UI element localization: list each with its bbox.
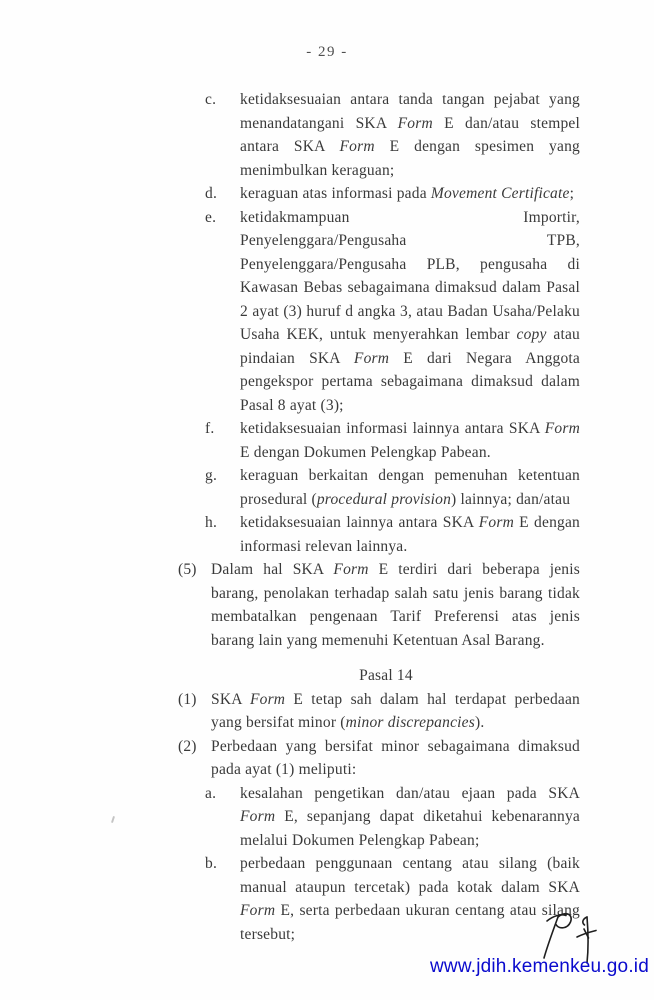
text-segment: atau pindaian SKA [240,326,580,367]
scan-speck [111,816,115,823]
list-item-d [205,182,580,206]
list-item-f [205,417,580,464]
text-segment: E, serta perbedaan ukuran centang atau silang tersebut; [240,902,580,943]
signature-initials-icon [528,884,654,966]
list-item-text [240,182,580,206]
list-marker: c. [205,91,217,108]
document-body [178,88,580,946]
list-item-text [211,558,580,652]
italic-segment: Form [240,808,276,825]
section-heading: Pasal 14 [359,667,413,684]
italic-segment: copy [516,326,547,343]
italic-segment: Form [240,902,276,919]
list-marker: (5) [178,561,197,578]
text-segment: ketidaksesuaian antara tanda tangan pejabat yang menandatangani SKA [240,91,580,132]
list-item-text [240,88,580,182]
text-segment: ketidaksesuaian informasi lainnya antara SKA [240,420,545,437]
italic-segment: Movement Certificate [430,185,570,202]
list-item-h [205,511,580,558]
italic-segment: Form [478,514,514,531]
italic-segment: Form [353,349,390,367]
list-item-text [211,735,580,782]
text-segment: E tetap sah dalam hal terdapat perbedaan yang bersifat minor ( [211,690,581,731]
text-segment: Perbedaan yang bersifat minor sebagaimana dimaksud pada ayat (1) meliputi: [211,737,580,778]
list-marker: f. [205,420,215,437]
list-item-e [205,206,580,418]
italic-segment: Form [249,690,286,708]
list-item-2 [178,735,580,782]
list-marker: a. [205,784,217,802]
list-item-5 [178,558,580,652]
text-segment: E, sepanjang dapat diketahui kebenarannya melalui Dokumen Pelengkap Pabean; [240,808,580,849]
list-item-a [205,782,580,853]
text-segment: SKA [211,690,250,708]
list-item-g [205,464,580,511]
text-segment: Dalam hal SKA [211,561,334,578]
list-item-1 [178,688,580,735]
list-marker: b. [205,855,218,872]
text-segment: ) lainnya; dan/atau [451,490,571,508]
italic-segment: Form [333,561,369,578]
text-segment: keraguan atas informasi pada [240,185,431,202]
text-segment: kesalahan pengetikan dan/atau ejaan pada SKA [240,784,580,802]
list-item-text [240,464,580,511]
list-item-b [205,852,580,946]
italic-segment: Form [339,138,375,155]
list-marker: g. [205,467,218,484]
list-item-c [205,88,580,182]
text-segment: E dan/atau stempel antara SKA [240,114,580,155]
text-segment: E terdiri dari beberapa jenis barang, penolakan terhadap salah satu jenis barang tidak membatalkan pengenaan Tarif Preferensi atas jenis barang lain yang memenuhi Ketentuan Asal Barang. [211,561,580,649]
page-number: - 29 - [306,44,348,60]
text-segment: E dengan informasi relevan lainnya. [240,514,580,555]
list-marker: (1) [178,690,197,708]
list-item-text [240,417,580,464]
text-segment: keraguan berkaitan dengan pemenuhan ketentuan prosedural ( [240,467,580,508]
text-segment: ketidaksesuaian lainnya antara SKA [240,514,479,531]
list-marker: (2) [178,737,197,755]
text-segment: ). [474,714,485,731]
list-item-text [240,782,580,853]
list-item-text [240,511,580,558]
jdih-footer-link[interactable]: www.jdih.kemenkeu.go.id [430,956,649,977]
italic-segment: Form [544,420,580,437]
list-item-text [211,688,580,735]
list-marker: d. [205,185,218,202]
italic-segment: procedural provision [316,490,452,508]
italic-segment: Form [397,114,433,132]
text-segment: ; [569,185,575,202]
text-segment: ketidakmampuan Importir, Penyelenggara/Pengusaha TPB, Penyelenggara/Pengusaha PLB, pengusaha di Kawasan Bebas sebagaimana dimaksud dalam Pasal 2 ayat (3) huruf d angka 3, atau Badan Usaha/Pelaku Usaha KEK, untuk menyerahkan lembar [240,208,580,343]
list-marker: e. [205,208,217,226]
list-marker: h. [205,514,218,531]
text-segment: E dengan Dokumen Pelengkap Pabean. [240,443,491,461]
text-segment: E dengan spesimen yang menimbulkan keraguan; [240,138,580,179]
text-segment: perbedaan penggunaan centang atau silang (baik manual ataupun tercetak) pada kotak dalam SKA [240,855,580,896]
text-segment: E dari Negara Anggota pengekspor pertama sebagaimana dimaksud dalam Pasal 8 ayat (3); [240,349,580,414]
list-item-text [240,206,580,418]
italic-segment: minor discrepancies [345,714,475,731]
